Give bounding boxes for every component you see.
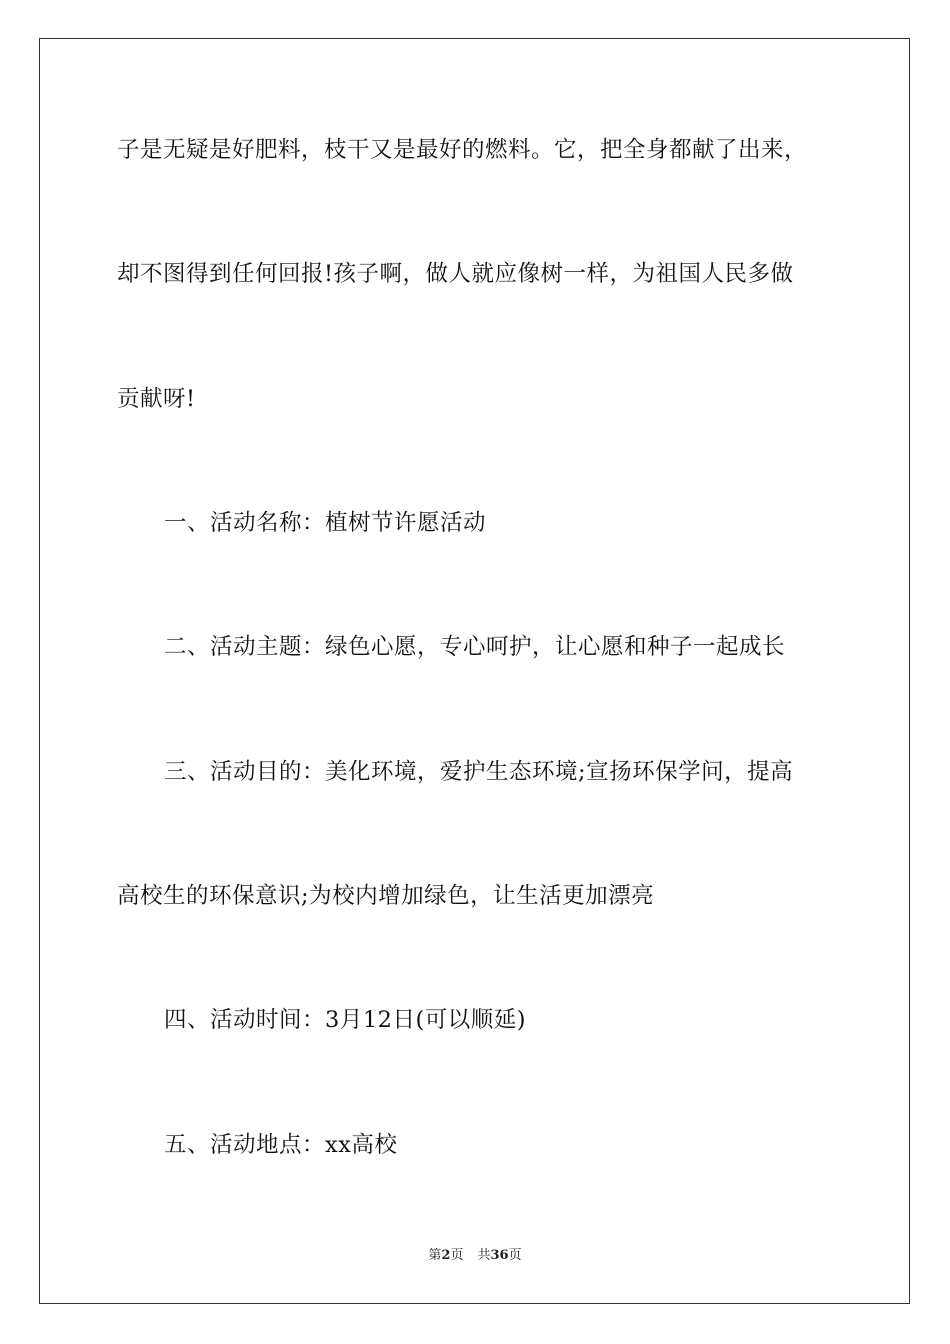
section-activity-time: 四、活动时间：3月12日(可以顺延) — [164, 1007, 527, 1033]
paragraph-line-1: 子是无疑是好肥料，枝干又是最好的燃料。它，把全身都献了出来， — [117, 137, 808, 163]
footer-page-number: 2 — [441, 1248, 451, 1263]
footer-total-pages: 36 — [490, 1248, 509, 1263]
footer-total-suffix: 页 — [508, 1248, 522, 1263]
page-frame — [39, 38, 910, 1304]
section-activity-name: 一、活动名称：植树节许愿活动 — [164, 510, 487, 536]
footer-page-prefix: 第 — [428, 1248, 442, 1263]
section-activity-purpose: 三、活动目的：美化环境，爱护生态环境;宣扬环保学问，提高 — [164, 759, 794, 785]
footer-page-suffix: 页 — [450, 1248, 464, 1263]
paragraph-line-3: 贡献呀! — [117, 386, 196, 412]
paragraph-line-2: 却不图得到任何回报!孩子啊，做人就应像树一样，为祖国人民多做 — [117, 261, 794, 287]
section-activity-theme: 二、活动主题：绿色心愿，专心呵护，让心愿和种子一起成长 — [164, 634, 786, 660]
section-activity-location: 五、活动地点：xx高校 — [164, 1132, 398, 1158]
footer-total-prefix: 共 — [477, 1248, 491, 1263]
section-activity-purpose-cont: 高校生的环保意识;为校内增加绿色，让生活更加漂亮 — [117, 883, 655, 909]
page-footer — [0, 1247, 950, 1265]
